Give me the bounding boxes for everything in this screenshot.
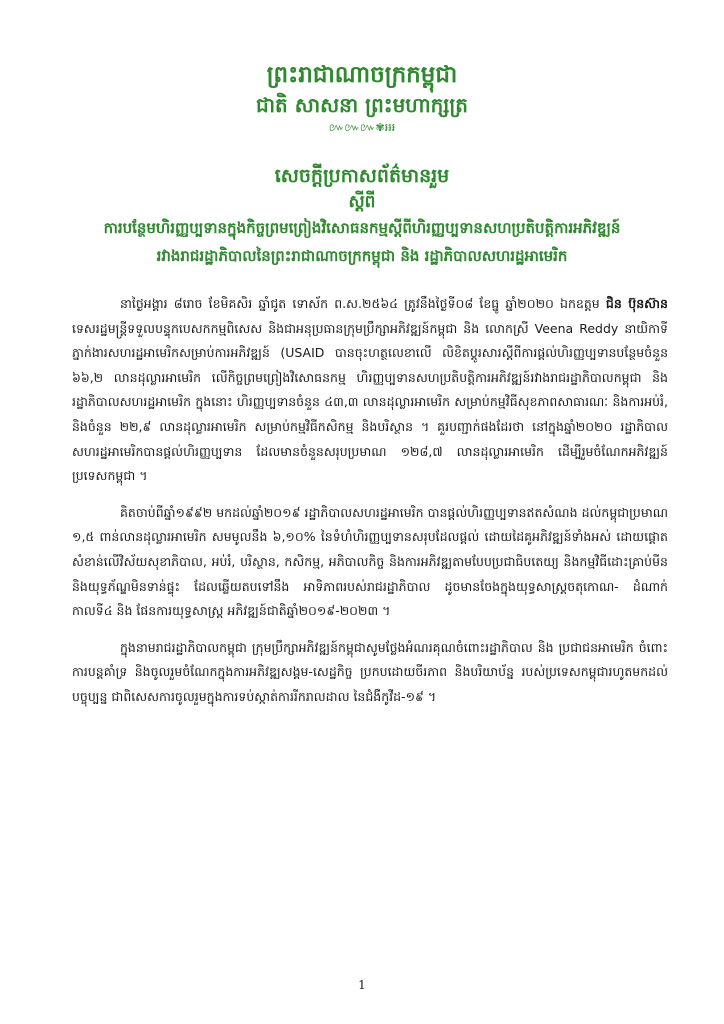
paragraph-1-lead: នាថ្ងៃអង្គារ ៨រោច ខែមិគសិរ ឆ្នាំជូត ទោស័ក ព.ស.២៥៦៤ ត្រូវនឹងថ្ងៃទី០៨ ខែធ្នូ ឆ្នាំ២០២០ ឯកឧត្តម xyxy=(120,296,606,311)
paragraph-1-rest: ទេសរដ្ឋមន្ត្រីទទួលបន្ទុកបេសកកម្មពិសេស និងជាអនុប្រធានក្រុមប្រឹក្សាអភិវឌ្ឍន៍កម្ពុជា និង លោកស្រី Veena Reddy នាយិកាទីភ្នាក់ងារសហរដ្ឋអាមេរិកសម្រាប់ការអភិវឌ្ឍន៍ (USAID បានចុះហត្ថលេខាលើ លិខិតប្តូរសារស្តីពីការផ្តល់ហិរញ្ញប្បទានបន្ថែមចំនួន ៦៦,២ លានដុល្លារអាមេរិក លើកិច្ចព្រមព្រៀងវិសោធនកម្ម ហិរញ្ញប្បទានសហប្រតិបត្តិការអភិវឌ្ឍន៍រវាងរាជរដ្ឋាភិបាលកម្ពុជា និងរដ្ឋាភិបាលសហរដ្ឋអាមេរិក ក្នុងនោះ ហិរញ្ញប្បទានចំនួន ៤៣,៣ លានដុល្លារអាមេរិក សម្រាប់កម្មវិធីសុខភាពសាធារណៈ និងការអប់រំ, និងចំនួន ២២,៩ លានដុល្លារអាមេរិក សម្រាប់កម្មវិធីកសិកម្ម និងបរិស្ថាន ។ គួរបញ្ជាក់ផងដែរថា នៅក្នុងឆ្នាំ២០២០ រដ្ឋាភិបាលសហរដ្ឋអាមេរិកបានផ្តល់ហិរញ្ញប្បទាន ដែលមានចំនួនសរុបប្រមាណ ១២៨,៧ លានដុល្លារអាមេរិក ដើម្បីរួមចំណែកអភិវឌ្ឍន៍ប្រទេសកម្ពុជា ។ xyxy=(72,320,668,484)
ornament-divider: ៚៚៚✾៛៛៛ xyxy=(328,121,396,134)
paragraph-2: គិតចាប់ពីឆ្នាំ១៩៩២ មកដល់ឆ្នាំ២០១៩ រដ្ឋាភិបាលសហរដ្ឋអាមេរិក បានផ្តល់ហិរញ្ញប្បទានឥតសំណង ដល់កម្ពុជាប្រមាណ ១,៥ ពាន់លានដុល្លារអាមេរិក សមមូលនឹង ៦,១០% នៃទំហំហិរញ្ញប្បទានសរុបដែលផ្តល់ ដោយដៃគូអភិវឌ្ឍន៍ទាំងអស់ ដោយផ្តោតសំខាន់លើវិស័យសុខាភិបាល, អប់រំ, បរិស្ថាន, កសិកម្ម, អភិបាលកិច្ច និងការអភិវឌ្ឍតាមបែបប្រជាធិបតេយ្យ និងកម្មវិធីដោះគ្រាប់មីន និងយុទ្ធភ័ណ្ឌមិនទាន់ផ្ទុះ ដែលឆ្លើយតបទៅនឹង អាទិភាពរបស់រាជរដ្ឋាភិបាល ដូចមានចែងក្នុងយុទ្ធសាស្ត្រចតុកោណ- ដំណាក់កាលទី៤ និង ផែនការយុទ្ធសាស្ត្រ អភិវឌ្ឍន៍ជាតិឆ្នាំ២០១៩-២០២៣ ។ xyxy=(72,504,668,619)
paragraph-3: ក្នុងនាមរាជរដ្ឋាភិបាលកម្ពុជា ក្រុមប្រឹក្សាអភិវឌ្ឍន៍កម្ពុជាសូមថ្លែងអំណរគុណចំពោះរដ្ឋាភិបាល និង ប្រជាជនអាមេរិក ចំពោះការបន្តគាំទ្រ និងចូលរួមចំណែកក្នុងការអភិវឌ្ឍសង្គម-សេដ្ឋកិច្ច ប្រកបដោយចីរភាព និងបរិយាប័ន្ន របស់ប្រទេសកម្ពុជារហូតមកដល់បច្ចុប្បន្ន ជាពិសេសការចូលរួមក្នុងការទប់ស្កាត់ការរីករាលដាល នៃជំងឺកូវីដ-១៩ ។ xyxy=(72,639,668,704)
page-number: 1 xyxy=(358,978,366,992)
subject-line-2: រវាងរាជរដ្ឋាភិបាលនៃព្រះរាជាណាចក្រកម្ពុជា និង រដ្ឋាភិបាលសហរដ្ឋអាមេរិក xyxy=(156,247,568,265)
title-block xyxy=(40,162,684,270)
body-text xyxy=(72,292,668,722)
subject-line-1: ការបន្ថែមហិរញ្ញប្បទានក្នុងកិច្ចព្រមព្រៀងវិសោធនកម្មស្តីពីហិរញ្ញប្បទានសហប្រតិបត្តិការអភិវឌ្ឍន៍ xyxy=(103,219,621,237)
kingdom-title: ព្រះរាជាណាចក្រកម្ពុជា xyxy=(266,62,458,88)
official-name: ជិន ប៊ុនស៊ាន xyxy=(605,296,668,311)
paragraph-1 xyxy=(72,292,668,489)
national-motto: ជាតិ សាសនា ព្រះមហាក្សត្រ xyxy=(256,93,468,117)
about-label: ស្តីពី xyxy=(348,192,376,212)
document-type-heading: សេចក្តីប្រកាសព័ត៌មានរួម xyxy=(274,165,450,187)
letterhead xyxy=(0,60,724,136)
